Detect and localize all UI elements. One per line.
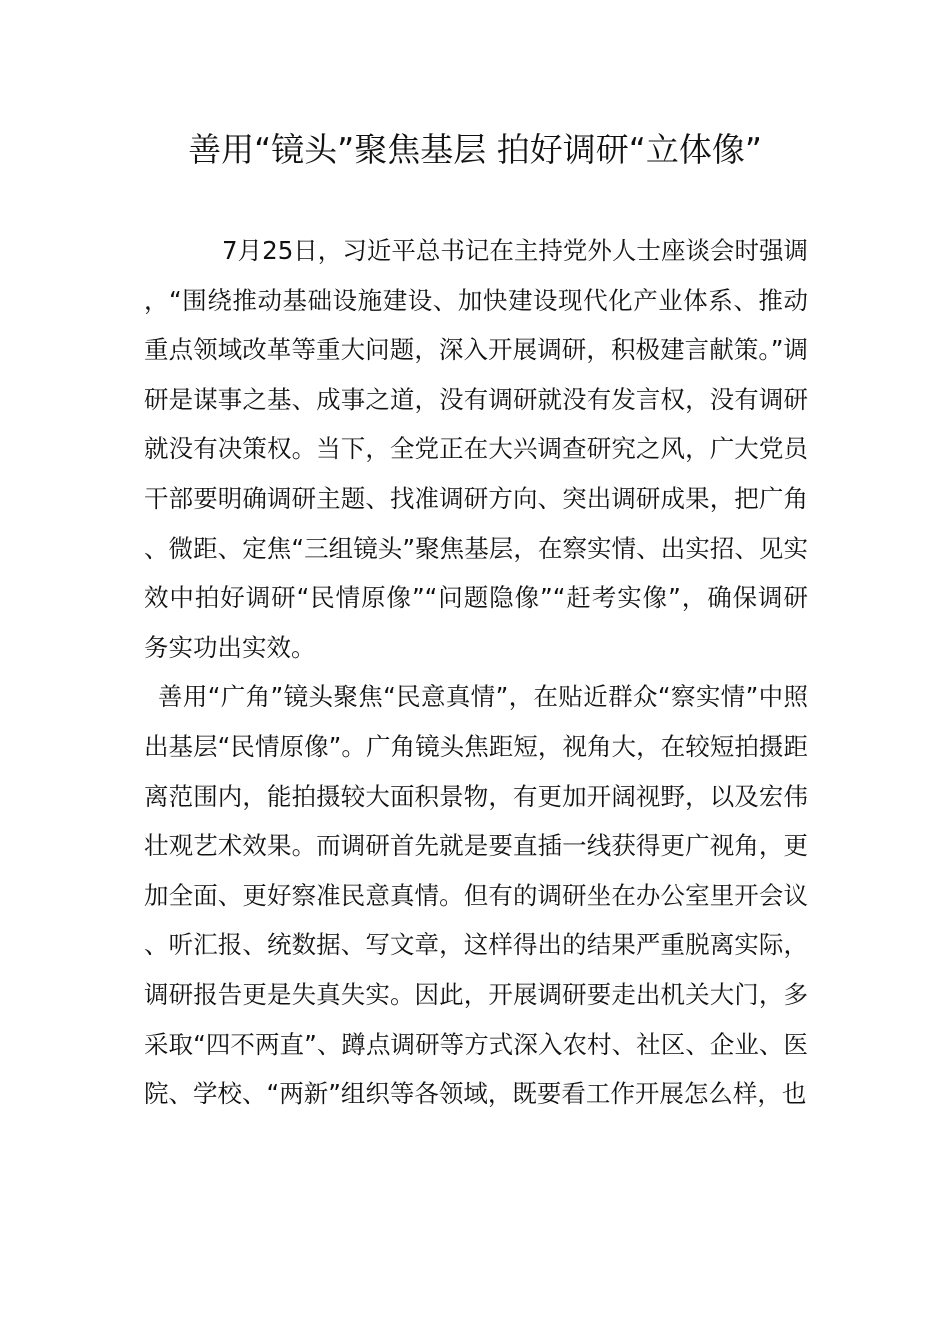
paragraph: 7月25日，习近平总书记在主持党外人士座谈会时强调，“围绕推动基础设施建设、加快建设现代化产业体系、推动重点领域改革等重大问题，深入开展调研，积极建言献策。”调研是谋事之基、成事之道，没有调研就没有发言权，没有调研就没有决策权。当下，全党正在大兴调查研究之风，广大党员干部要明确调研主题、找准调研方向、突出调研成果，把广角、微距、定焦“三组镜头”聚焦基层，在察实情、出实招、见实效中拍好调研“民情原像”“问题隐像”“赶考实像”，确保调研务实功出实效。 [144, 236, 808, 662]
document-body [144, 226, 808, 1119]
document-title: 善用“镜头”聚焦基层 拍好调研“立体像” [188, 130, 762, 169]
paragraph: 善用“广角”镜头聚焦“民意真情”，在贴近群众“察实情”中照出基层“民情原像”。广角镜头焦距短，视角大，在较短拍摄距离范围内，能拍摄较大面积景物，有更加开阔视野，以及宏伟壮观艺术效果。而调研首先就是要直插一线获得更广视角，更加全面、更好察准民意真情。但有的调研坐在办公室里开会议、听汇报、统数据、写文章，这样得出的结果严重脱离实际，调研报告更是失真失实。因此，开展调研要走出机关大门，多采取“四不两直”、蹲点调研等方式深入农村、社区、企业、医院、学校、“两新”组织等各领域，既要看工作开展怎么样，也 [144, 682, 808, 1109]
